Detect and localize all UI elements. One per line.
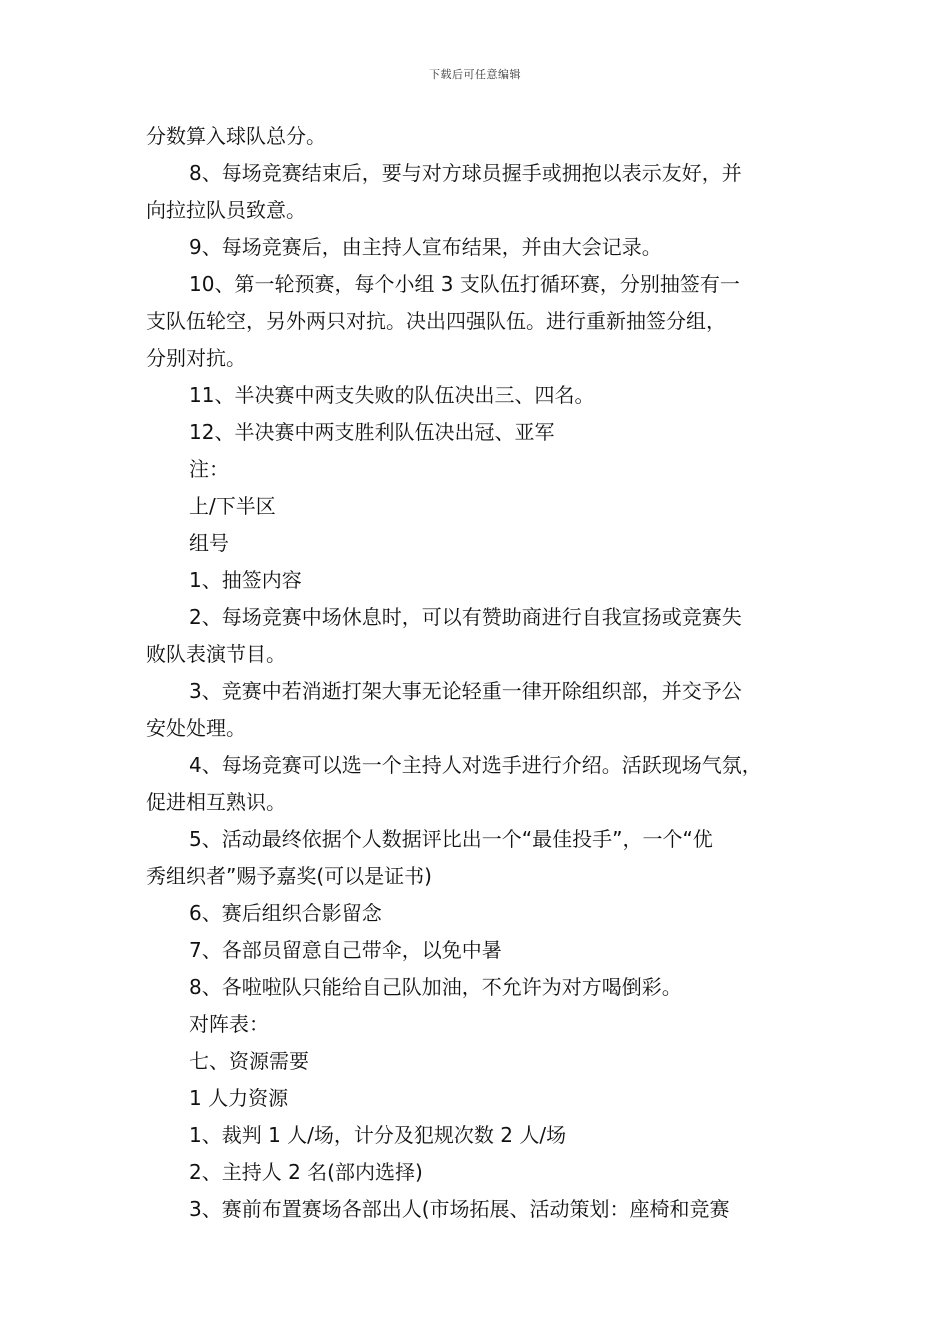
text-line: 上/下半区 [189,494,276,518]
text-line: 七、资源需要 [189,1049,309,1073]
text-line: 1、抽签内容 [189,568,302,592]
text-line: 对阵表： [189,1012,269,1036]
text-line: 败队表演节目。 [146,642,286,666]
text-line: 10、第一轮预赛，每个小组 3 支队伍打循环赛，分别抽签有一 [189,272,740,296]
text-line: 12、半决赛中两支胜利队伍决出冠、亚军 [189,420,555,444]
text-line: 3、赛前布置赛场各部出人(市场拓展、活动策划：座椅和竞赛 [189,1197,730,1221]
text-line: 3、竞赛中若消逝打架大事无论轻重一律开除组织部，并交予公 [189,679,742,703]
text-line: 安处处理。 [146,716,246,740]
text-line: 促进相互熟识。 [146,790,286,814]
text-line: 5、活动最终依据个人数据评比出一个“最佳投手”，一个“优 [189,827,713,851]
text-line: 秀组织者”赐予嘉奖(可以是证书) [146,864,432,888]
text-line: 1 人力资源 [189,1086,289,1110]
page-header: 下载后可任意编辑 [429,68,521,81]
text-line: 2、主持人 2 名(部内选择) [189,1160,423,1184]
text-line: 2、每场竞赛中场休息时，可以有赞助商进行自我宣扬或竞赛失 [189,605,742,629]
text-line: 6、赛后组织合影留念 [189,901,382,925]
text-line: 8、各啦啦队只能给自己队加油，不允许为对方喝倒彩。 [189,975,682,999]
text-line: 1、裁判 1 人/场，计分及犯规次数 2 人/场 [189,1123,567,1147]
text-line: 分数算入球队总分。 [146,124,326,148]
text-line: 支队伍轮空，另外两只对抗。决出四强队伍。进行重新抽签分组， [146,309,726,333]
text-line: 4、每场竞赛可以选一个主持人对选手进行介绍。活跃现场气氛， [189,753,762,777]
text-line: 7、各部员留意自己带伞，以免中暑 [189,938,502,962]
text-line: 9、每场竞赛后，由主持人宣布结果，并由大会记录。 [189,235,662,259]
document-body [146,118,810,1228]
text-line: 分别对抗。 [146,346,246,370]
text-line: 11、半决赛中两支失败的队伍决出三、四名。 [189,383,595,407]
text-line: 向拉拉队员致意。 [146,198,306,222]
text-line: 注： [189,457,229,481]
text-line: 组号 [189,531,229,555]
text-line: 8、每场竞赛结束后，要与对方球员握手或拥抱以表示友好，并 [189,161,742,185]
